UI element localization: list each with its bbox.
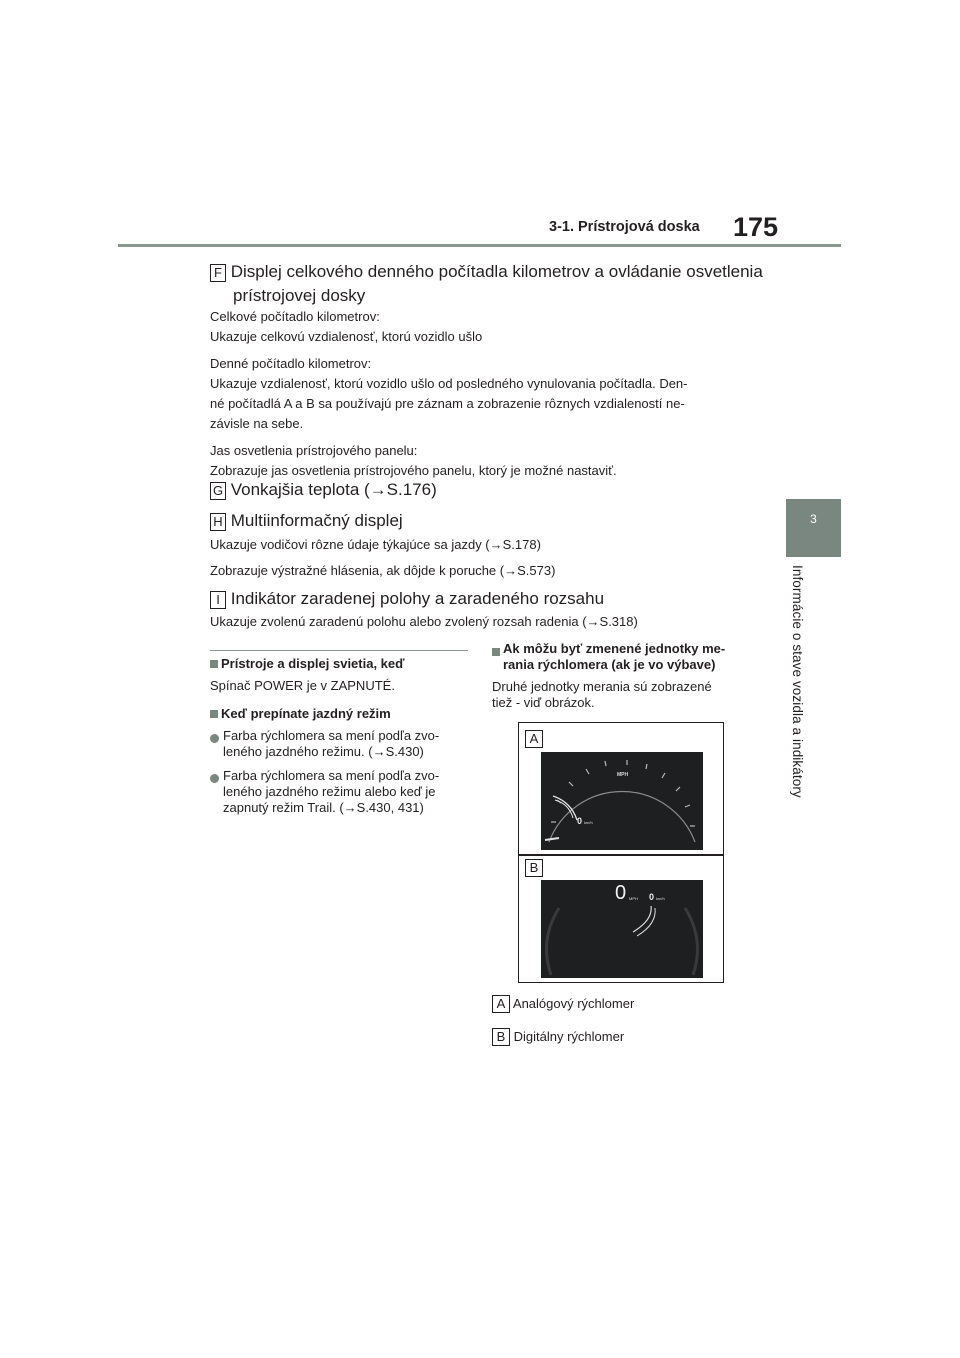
item-f-title-2: prístrojovej dosky: [233, 286, 366, 305]
b2-l3: zapnutý režim Trail. (→S.430, 431): [223, 800, 424, 815]
legend-label-a: A: [492, 995, 510, 1013]
f-p2-l3: né počítadlá A a B sa používajú pre záznam a zobrazenie rôznych vzdialeností ne-: [210, 396, 685, 411]
figure-label-b: B: [525, 859, 543, 877]
digital-mph: MPH: [629, 896, 638, 901]
digital-zero: 0: [615, 882, 627, 904]
figure-label-a: A: [525, 730, 543, 748]
right-column: [492, 641, 762, 711]
legend-a: [492, 995, 634, 1013]
figure-divider: [519, 854, 723, 856]
dot-bullet-icon: [210, 734, 219, 743]
legend-b: [492, 1028, 624, 1046]
f-p1-l1: Celkové počítadlo kilometrov:: [210, 309, 380, 324]
f-p2-l2: Ukazuje vzdialenosť, ktorú vozidlo ušlo od posledného vynulovania počítadla. Den-: [210, 376, 688, 391]
f-p3-l2: Zobrazuje jas osvetlenia prístrojového panelu, ktorý je možné nastaviť.: [210, 463, 617, 478]
analog-gauge-graphic: [541, 752, 703, 850]
square-bullet-icon: [492, 648, 500, 656]
f-p1-l2: Ukazuje celkovú vzdialenosť, ktorú vozidlo ušlo: [210, 329, 483, 344]
r-h-l1: Ak môžu byť zmenené jednotky me-: [503, 641, 726, 656]
b1-l2: leného jazdného režimu. (→S.430): [223, 744, 424, 759]
left-h2: Keď prepínate jazdný režim: [221, 706, 391, 721]
f-p3-l1: Jas osvetlenia prístrojového panelu:: [210, 443, 418, 458]
h-l2: Zobrazuje výstražné hlásenia, ak dôjde k poruche (→S.573): [210, 563, 556, 578]
label-f: F: [210, 264, 226, 282]
legend-b-text: Digitálny rýchlomer: [513, 1029, 625, 1044]
speedometer-figure: [518, 722, 724, 983]
h-l1: Ukazuje vodičovi rôzne údaje týkajúce sa jazdy (→S.178): [210, 537, 541, 552]
item-h-title: Multiinformačný displej: [230, 511, 403, 530]
f-p2-l4: závisle na sebe.: [210, 416, 304, 431]
label-i: I: [210, 591, 226, 609]
r-p-l2: tiež - viď obrázok.: [492, 695, 595, 710]
chapter-title: Informácie o stave vozidla a indikátory: [790, 565, 805, 798]
left-rule: [210, 650, 468, 651]
chapter-number: 3: [810, 512, 817, 526]
b1-l1: Farba rýchlomera sa mení podľa zvo-: [223, 728, 440, 743]
item-f: [210, 260, 763, 308]
dot-bullet-icon: [210, 774, 219, 783]
page-number: 175: [733, 212, 779, 242]
item-f-body: [210, 307, 750, 481]
digital-small-zero: 0: [649, 892, 655, 902]
square-bullet-icon: [210, 710, 218, 718]
digital-speedometer: [541, 880, 703, 978]
label-g: G: [210, 482, 226, 500]
b2-l2: leného jazdného režimu alebo keď je: [223, 784, 436, 799]
item-f-title-1: Displej celkového denného počítadla kilometrov a ovládanie osvetlenia: [230, 262, 763, 281]
left-p1: Spínač POWER je v ZAPNUTÉ.: [210, 678, 395, 693]
analog-speedometer: [541, 752, 703, 850]
mph-label: MPH: [617, 772, 629, 778]
item-i: [210, 587, 604, 611]
label-h: H: [210, 513, 226, 531]
item-g-title: Vonkajšia teplota (→S.176): [230, 480, 437, 499]
legend-a-text: Analógový rýchlomer: [512, 996, 635, 1011]
left-column: [210, 656, 472, 816]
header-rule: [118, 244, 841, 247]
item-i-title: Indikátor zaradenej polohy a zaradeného rozsahu: [230, 589, 605, 608]
chapter-tab: [786, 499, 841, 557]
r-h-l2: rania rýchlomera (ak je vo výbave): [503, 657, 716, 672]
b2-l1: Farba rýchlomera sa mení podľa zvo-: [223, 768, 440, 783]
item-h: [210, 509, 403, 533]
square-bullet-icon: [210, 660, 218, 668]
section-title: 3-1. Prístrojová doska: [549, 219, 700, 235]
legend-label-b: B: [492, 1028, 510, 1046]
digital-kmh: km/h: [656, 896, 665, 901]
item-i-l1: Ukazuje zvolenú zaradenú polohu alebo zvolený rozsah radenia (→S.318): [210, 614, 638, 629]
f-p2-l1: Denné počítadlo kilometrov:: [210, 356, 372, 371]
analog-zero: 0: [577, 816, 583, 826]
left-h1: Prístroje a displej svietia, keď: [221, 656, 405, 671]
item-h-body: [210, 535, 555, 581]
r-p-l1: Druhé jednotky merania sú zobrazené: [492, 679, 712, 694]
analog-kmh: km/h: [584, 820, 593, 825]
item-g: [210, 478, 437, 502]
